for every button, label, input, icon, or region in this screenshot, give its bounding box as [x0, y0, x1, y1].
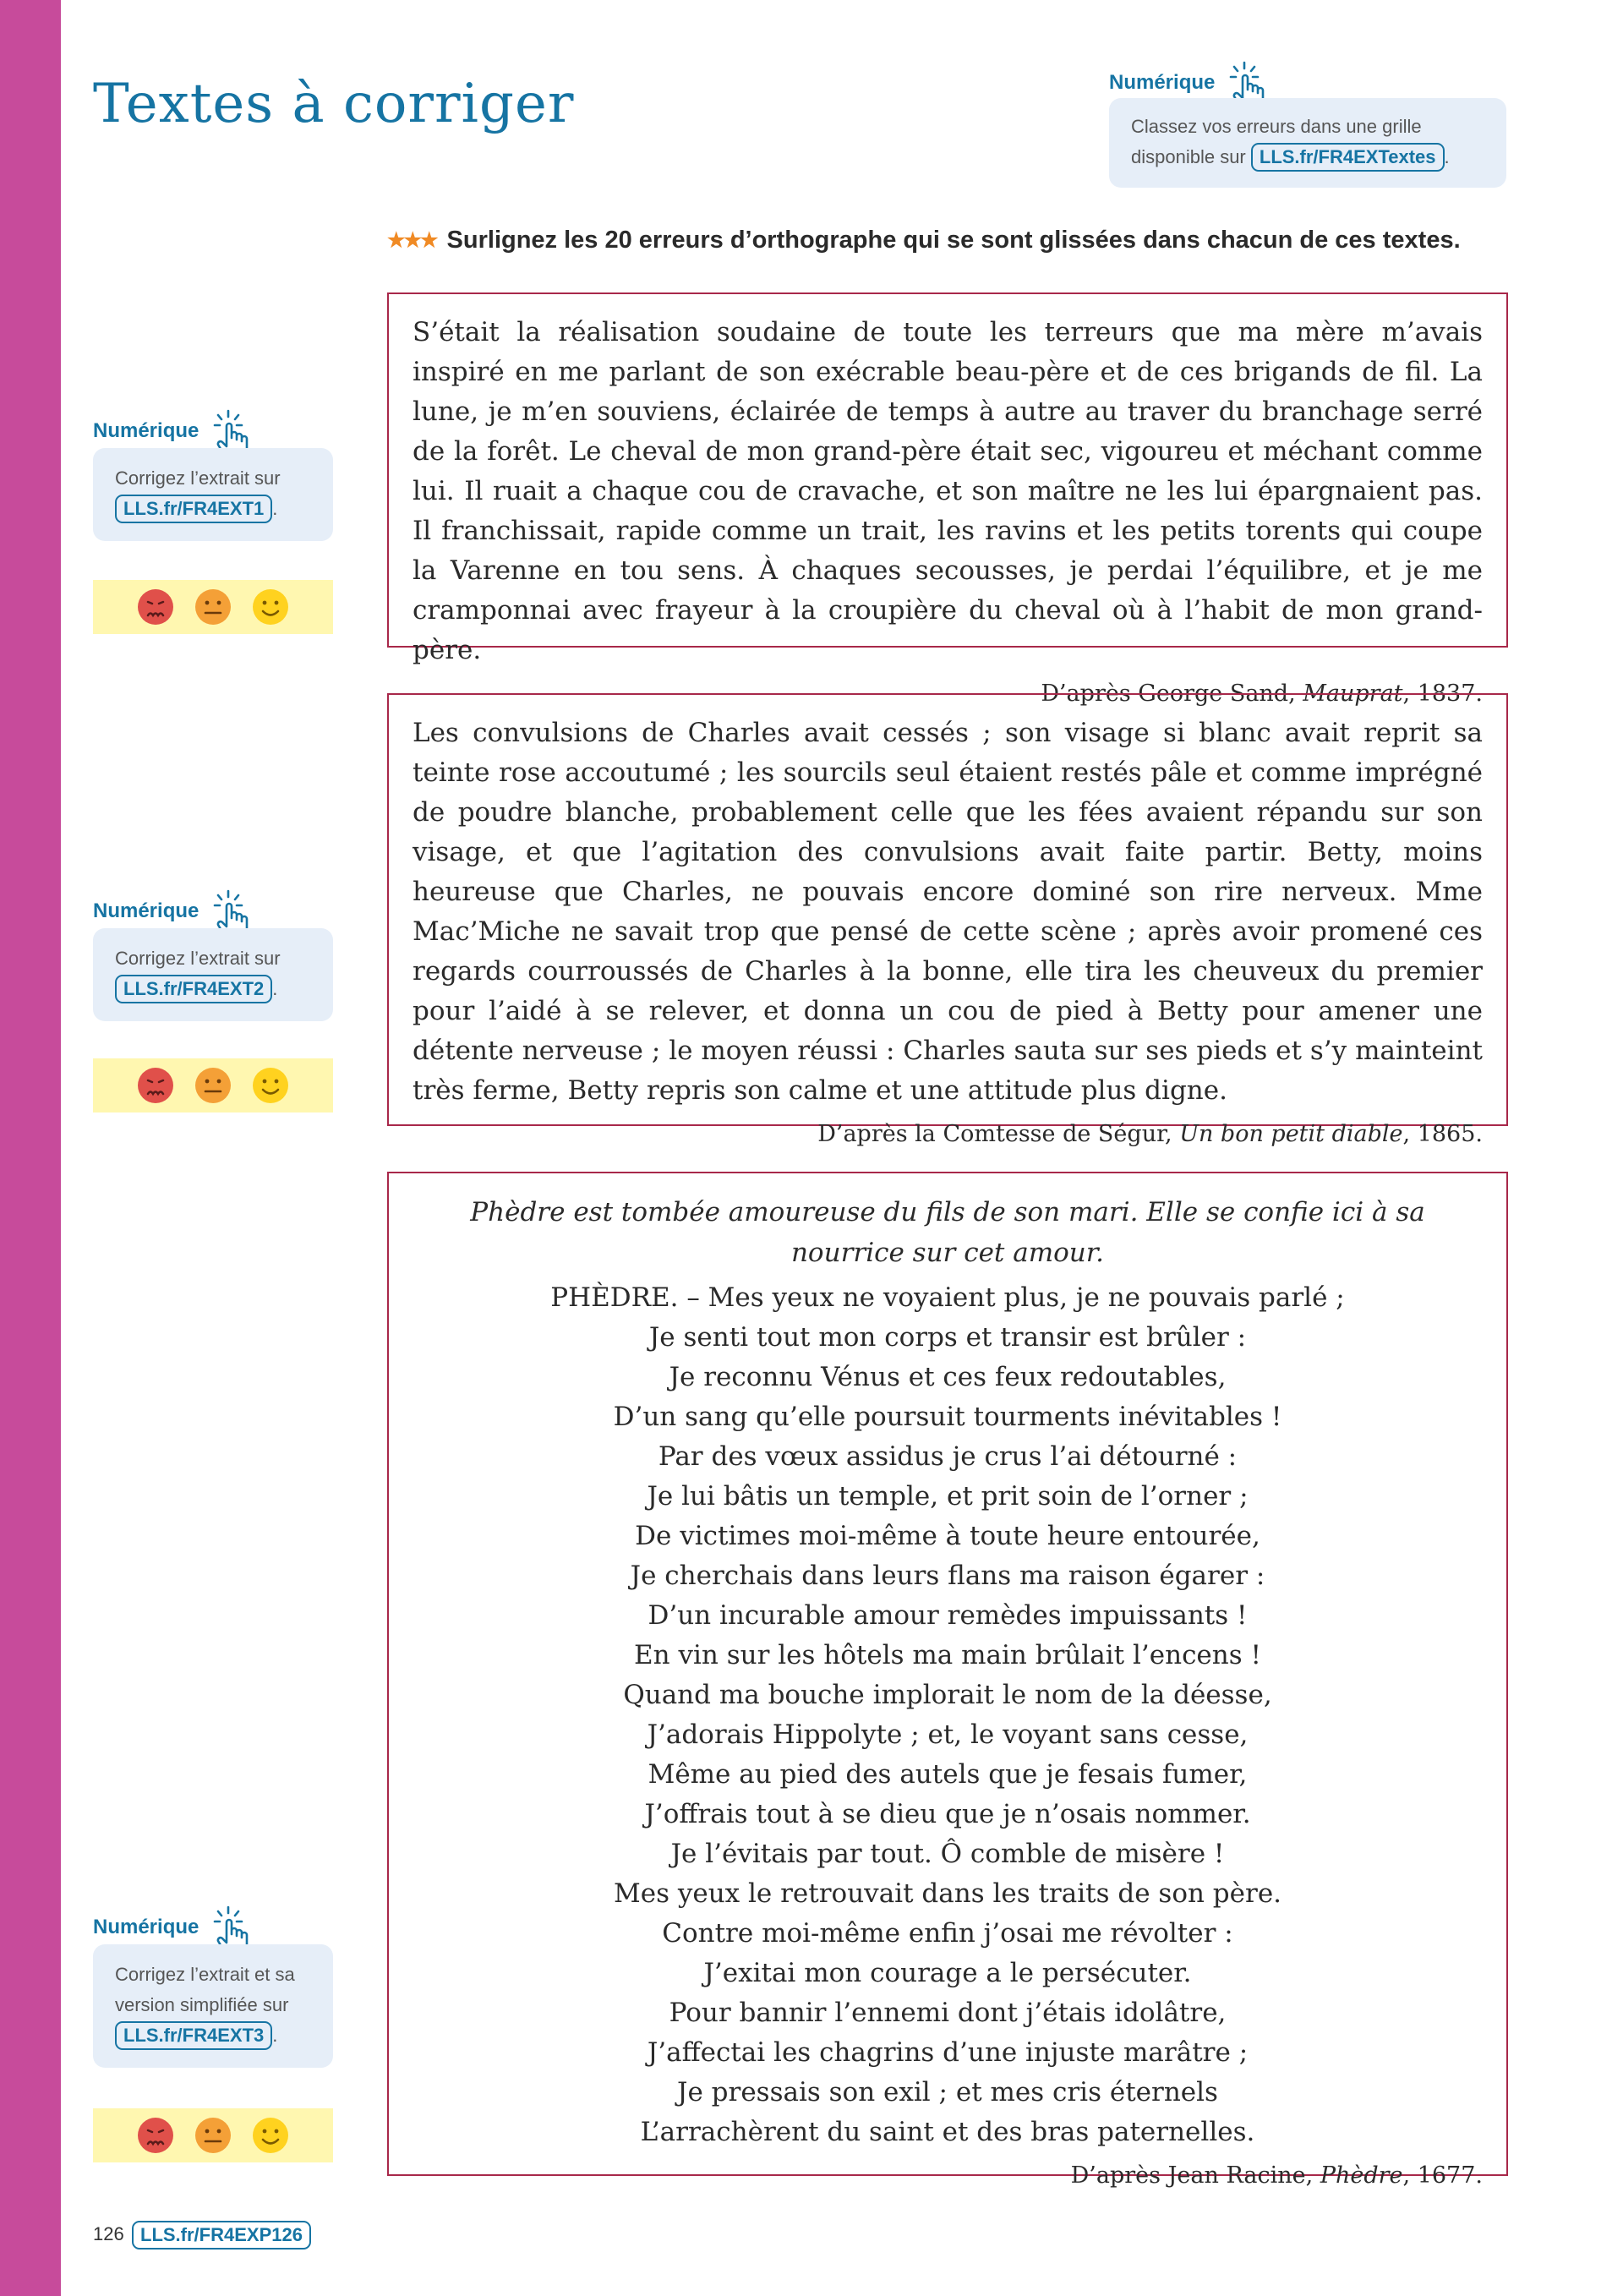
source-work-3: Phèdre: [1320, 2162, 1403, 2189]
text-intro-3: Phèdre est tombée amoureuse du fils de son mari. Elle se confie ici à sa nourrice sur cet amour.: [470, 1197, 1425, 1268]
numerique-text-1: Corrigez l’extrait sur: [115, 467, 281, 489]
verse-line: Quand ma bouche implorait le nom de la déesse,: [623, 1680, 1272, 1710]
text-body-1: S’était la réalisation soudaine de toute les terreurs que ma mère m’avais inspiré en me parlant de son exécrable beau-père et de ces brigands de fil. La lune, je m’en souviens, éclairée de temps à autre au traver du branchage serré de la forêt. Le cheval de mon grand-père était sec, vigoureu et méchant comme lui. Il ruait a chaque cou de cravache, et son maître ne les lui épargnaient pas. Il franchissait, rapide comme un trait, les ravins et les petits torents qui coupe la Varenne en tou sens. À chaques secousses, je perdai l’équilibre, et je me cramponnai avec frayeur à la croupière du cheval où à l’habit de mon grand-père.: [413, 317, 1483, 665]
verse-line: L’arrachèrent du saint et des bras paternelles.: [640, 2117, 1255, 2147]
verse-line: PHÈDRE. – Mes yeux ne voyaient plus, je ne pouvais parlé ;: [550, 1282, 1345, 1313]
numerique-box-3: [93, 1944, 333, 2068]
difficulty-stars: ★★★: [387, 229, 437, 252]
sad-face-icon[interactable]: [136, 1066, 175, 1105]
happy-face-icon[interactable]: [251, 2116, 290, 2155]
verse-line: D’un incurable amour remèdes impuissants !: [648, 1600, 1248, 1631]
link-fr4ext1[interactable]: LLS.fr/FR4EXT1: [115, 495, 272, 523]
happy-face-icon[interactable]: [251, 1066, 290, 1105]
verse-line: En vin sur les hôtels ma main brûlait l’encens !: [634, 1640, 1261, 1670]
smiley-rating-3: [93, 2108, 333, 2162]
numerique-label-2: Numérique: [93, 899, 199, 922]
verse-line: Je lui bâtis un temple, et prit soin de l’orner ;: [647, 1481, 1249, 1512]
neutral-face-icon[interactable]: [194, 1066, 232, 1105]
text-box-phedre: [387, 1172, 1508, 2189]
verse-line: J’affectai les chagrins d’une injuste marâtre ;: [647, 2037, 1249, 2068]
source-prefix-3: D’après Jean Racine,: [1070, 2162, 1320, 2189]
side-color-bar: [0, 0, 61, 2296]
page-number: 126: [93, 2223, 124, 2244]
footer-link[interactable]: LLS.fr/FR4EXP126: [132, 2221, 311, 2250]
verse-line: Même au pied des autels que je fesais fumer,: [648, 1759, 1248, 1790]
numerique-info-box: [1109, 98, 1506, 188]
verse-line: D’un sang qu’elle poursuit tourments inévitables !: [613, 1402, 1282, 1432]
numerique-text-2: Corrigez l’extrait sur: [115, 948, 281, 969]
instruction: [387, 227, 1461, 254]
numerique-text: Classez vos erreurs dans une grille disponible sur: [1131, 116, 1422, 167]
smiley-rating-1: [93, 580, 333, 634]
source-prefix-1: D’après George Sand,: [1041, 681, 1303, 707]
text-source-2: [413, 1121, 1483, 1147]
verse-line: Je reconnu Vénus et ces feux redoutables,: [669, 1362, 1227, 1392]
verse-line: Je l’évitais par tout. Ô comble de misère !: [670, 1839, 1225, 1869]
source-suffix-3: , 1677.: [1402, 2162, 1483, 2189]
source-suffix-2: , 1865.: [1402, 1121, 1483, 1147]
sad-face-icon[interactable]: [136, 2116, 175, 2155]
verse-line: Contre moi-même enfin j’osai me révolter :: [662, 1918, 1233, 1949]
numerique-suffix-2: .: [272, 978, 278, 999]
neutral-face-icon[interactable]: [194, 2116, 232, 2155]
happy-face-icon[interactable]: [251, 588, 290, 626]
link-fr4ext3[interactable]: LLS.fr/FR4EXT3: [115, 2021, 272, 2050]
verse-line: Par des vœux assidus je crus l’ai détourné :: [658, 1441, 1238, 1472]
verse-list: [413, 1278, 1483, 2152]
text-body-2: Les convulsions de Charles avait cessés ; son visage si blanc avait reprit sa teinte rose accoutumé ; les sourcils seul étaient restés pâle et comme imprégné de poudre blanche, probablement celle que les fées avaient répandu sur son visage, et que l’agitation des convulsions avait faite partir. Betty, moins heureuse que Charles, ne pouvais encore dominé son rire nerveux. Mme Mac’Miche ne savait trop que pensé de cette scène ; après avoir promené ces regards courroussés de Charles à la bonne, elle tira les cheuveux du premier pour l’aidé à se relever, et donna un cou de pied à Betty pour amener une détente nerveuse ; le moyen réussi : Charles sauta sur ses pieds et s’y mainteint très ferme, Betty repris son calme et une attitude plus digne.: [413, 718, 1483, 1106]
verse-line: Pour bannir l’ennemi dont j’étais idolâtre,: [669, 1998, 1227, 2028]
numerique-suffix-1: .: [272, 498, 278, 519]
sad-face-icon[interactable]: [136, 588, 175, 626]
source-prefix-2: D’après la Comtesse de Ségur,: [817, 1121, 1180, 1147]
page-title: Textes à corriger: [93, 73, 575, 135]
verse-line: J’adorais Hippolyte ; et, le voyant sans cesse,: [647, 1719, 1249, 1750]
verse-line: J’exitai mon courage a le persécuter.: [703, 1958, 1192, 1988]
text-source-3: [413, 2162, 1483, 2189]
numerique-label-3: Numérique: [93, 1916, 199, 1938]
link-fr4extextes[interactable]: LLS.fr/FR4EXTextes: [1251, 143, 1445, 172]
verse-line: J’offrais tout à se dieu que je n’osais nommer.: [644, 1799, 1251, 1829]
smiley-rating-2: [93, 1058, 333, 1112]
numerique-label: Numérique: [1109, 71, 1216, 94]
numerique-text-3: Corrigez l’extrait et sa version simplifiée sur: [115, 1964, 295, 2015]
verse-line: Je cherchais dans leurs flans ma raison égarer :: [630, 1561, 1265, 1591]
numerique-box-1: [93, 448, 333, 541]
verse-line: Je senti tout mon corps et transir est brûler :: [648, 1322, 1247, 1353]
instruction-text: Surlignez les 20 erreurs d’orthographe qui se sont glissées dans chacun de ces textes.: [446, 227, 1461, 254]
source-suffix-1: , 1837.: [1402, 681, 1483, 707]
neutral-face-icon[interactable]: [194, 588, 232, 626]
source-work-1: Mauprat: [1303, 681, 1403, 707]
link-fr4ext2[interactable]: LLS.fr/FR4EXT2: [115, 975, 272, 1003]
numerique-suffix: .: [1444, 146, 1450, 167]
verse-line: De victimes moi-même à toute heure entourée,: [635, 1521, 1260, 1551]
verse-line: Mes yeux le retrouvait dans les traits de son père.: [613, 1878, 1282, 1909]
text-box-mauprat: [387, 292, 1508, 707]
source-work-2: Un bon petit diable: [1179, 1121, 1403, 1147]
numerique-box-2: [93, 928, 333, 1021]
verse-line: Je pressais son exil ; et mes cris éternels: [677, 2077, 1218, 2107]
numerique-label-1: Numérique: [93, 419, 199, 442]
numerique-suffix-3: .: [272, 2025, 278, 2046]
text-box-bon-petit-diable: [387, 693, 1508, 1147]
